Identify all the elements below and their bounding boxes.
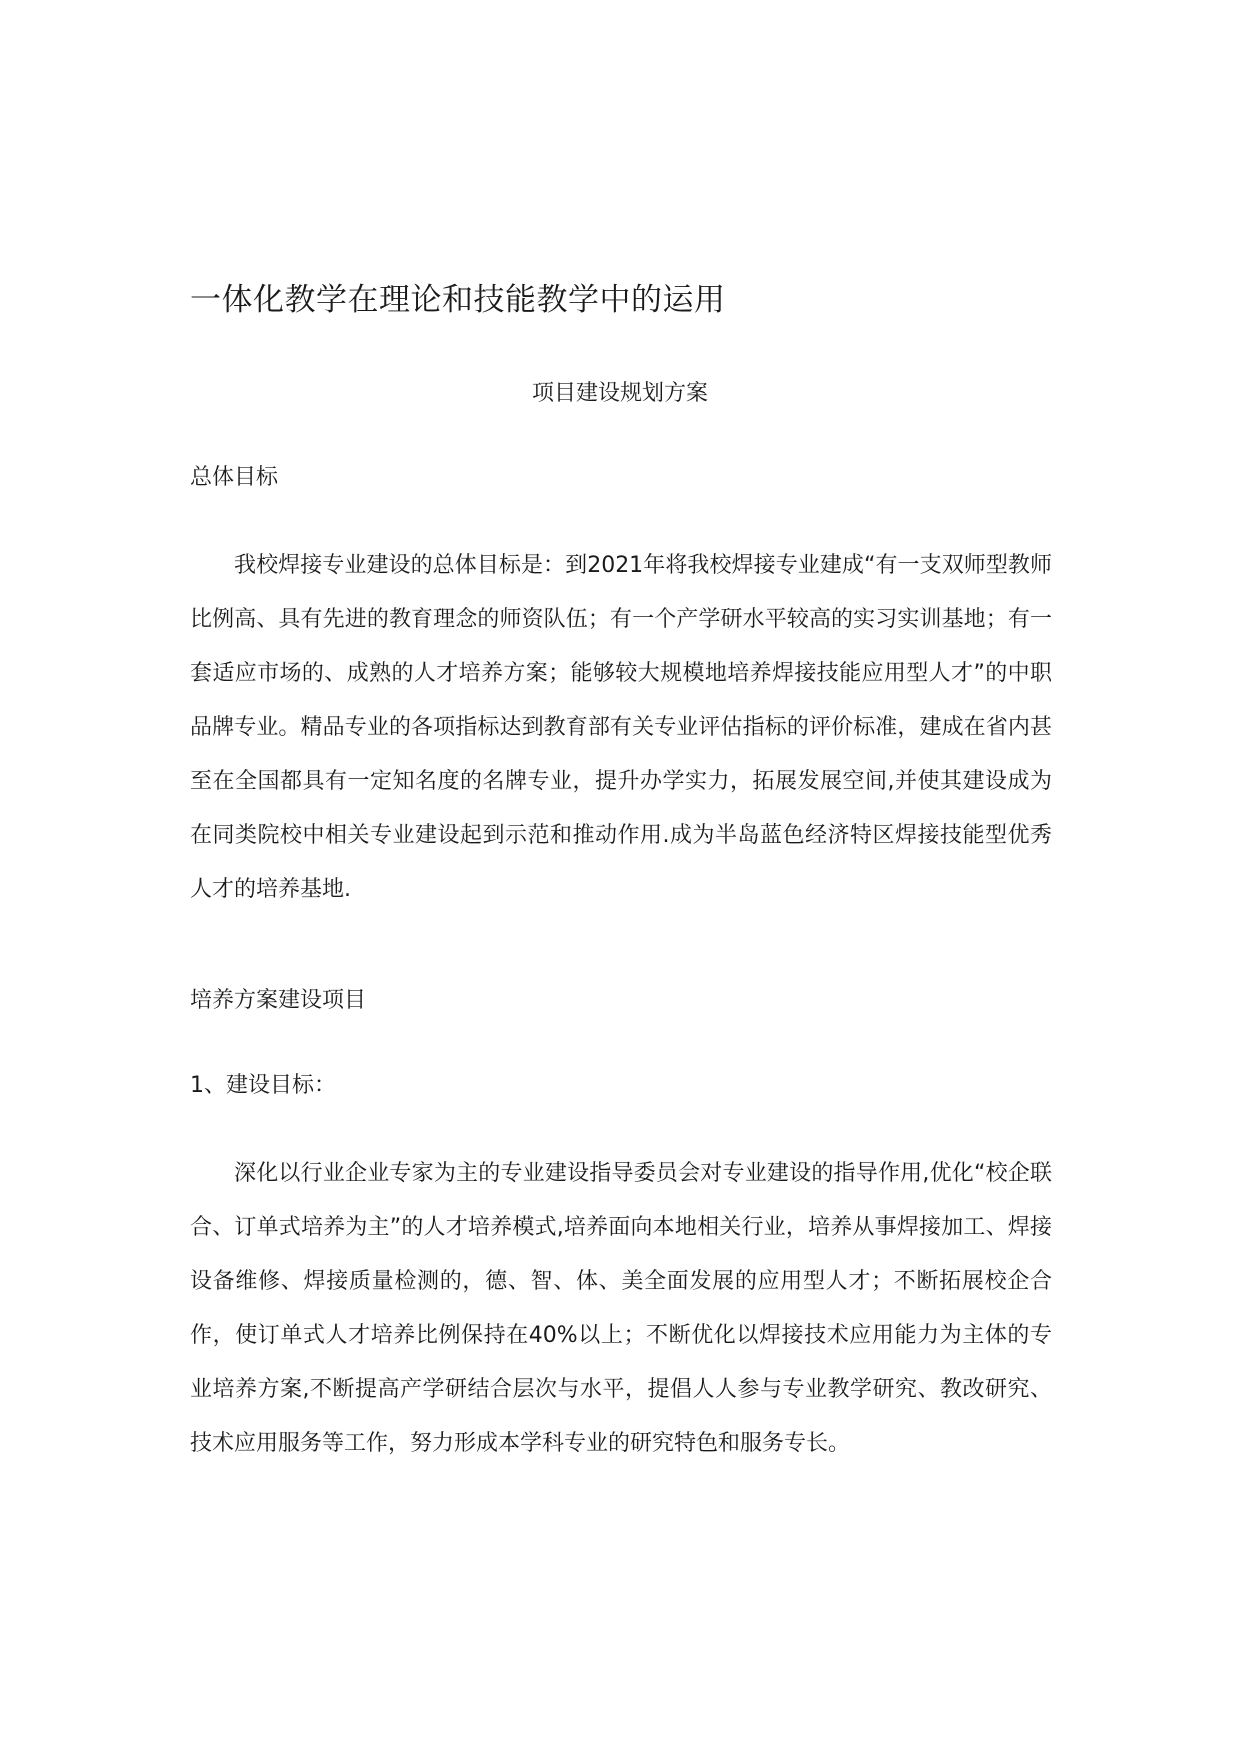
section-heading-construction-goal: 1、建设目标： [190, 1073, 336, 1098]
document-subtitle: 项目建设规划方案 [531, 381, 708, 406]
paragraph-construction-goal: 深化以行业企业专家为主的专业建设指导委员会对专业建设的指导作用,优化“校企联合、订单式培养为主”的人才培养模式,培养面向本地相关行业，培养从事焊接加工、焊接设备维修、焊接质量检测的，德、智、体、美全面发展的应用型人才；不断拓展校企合作，使订单式人才培养比例保持在40%以上；不断优化以焊接技术应用能力为主体的专业培养方案,不断提高产学研结合层次与水平，提倡人人参与专业教学研究、教改研究、技术应用服务等工作，努力形成本学科专业的研究特色和服务专长。 [190, 1161, 1052, 1456]
paragraph-overall-goal: 我校焊接专业建设的总体目标是：到2021年将我校焊接专业建成“有一支双师型教师比例高、具有先进的教育理念的师资队伍；有一个产学研水平较高的实习实训基地；有一套适应市场的、成熟的人才培养方案；能够较大规模地培养焊接技能应用型人才”的中职品牌专业。精品专业的各项指标达到教育部有关专业评估指标的评价标准，建成在省内甚至在全国都具有一定知名度的名牌专业，提升办学实力，拓展发展空间,并使其建设成为在同类院校中相关专业建设起到示范和推动作用.成为半岛蓝色经济特区焊接技能型优秀人才的培养基地. [190, 553, 1052, 902]
section-heading-overall-goal: 总体目标 [190, 465, 279, 490]
section-heading-training-plan: 培养方案建设项目 [190, 988, 367, 1013]
document-title: 一体化教学在理论和技能教学中的运用 [190, 282, 726, 318]
